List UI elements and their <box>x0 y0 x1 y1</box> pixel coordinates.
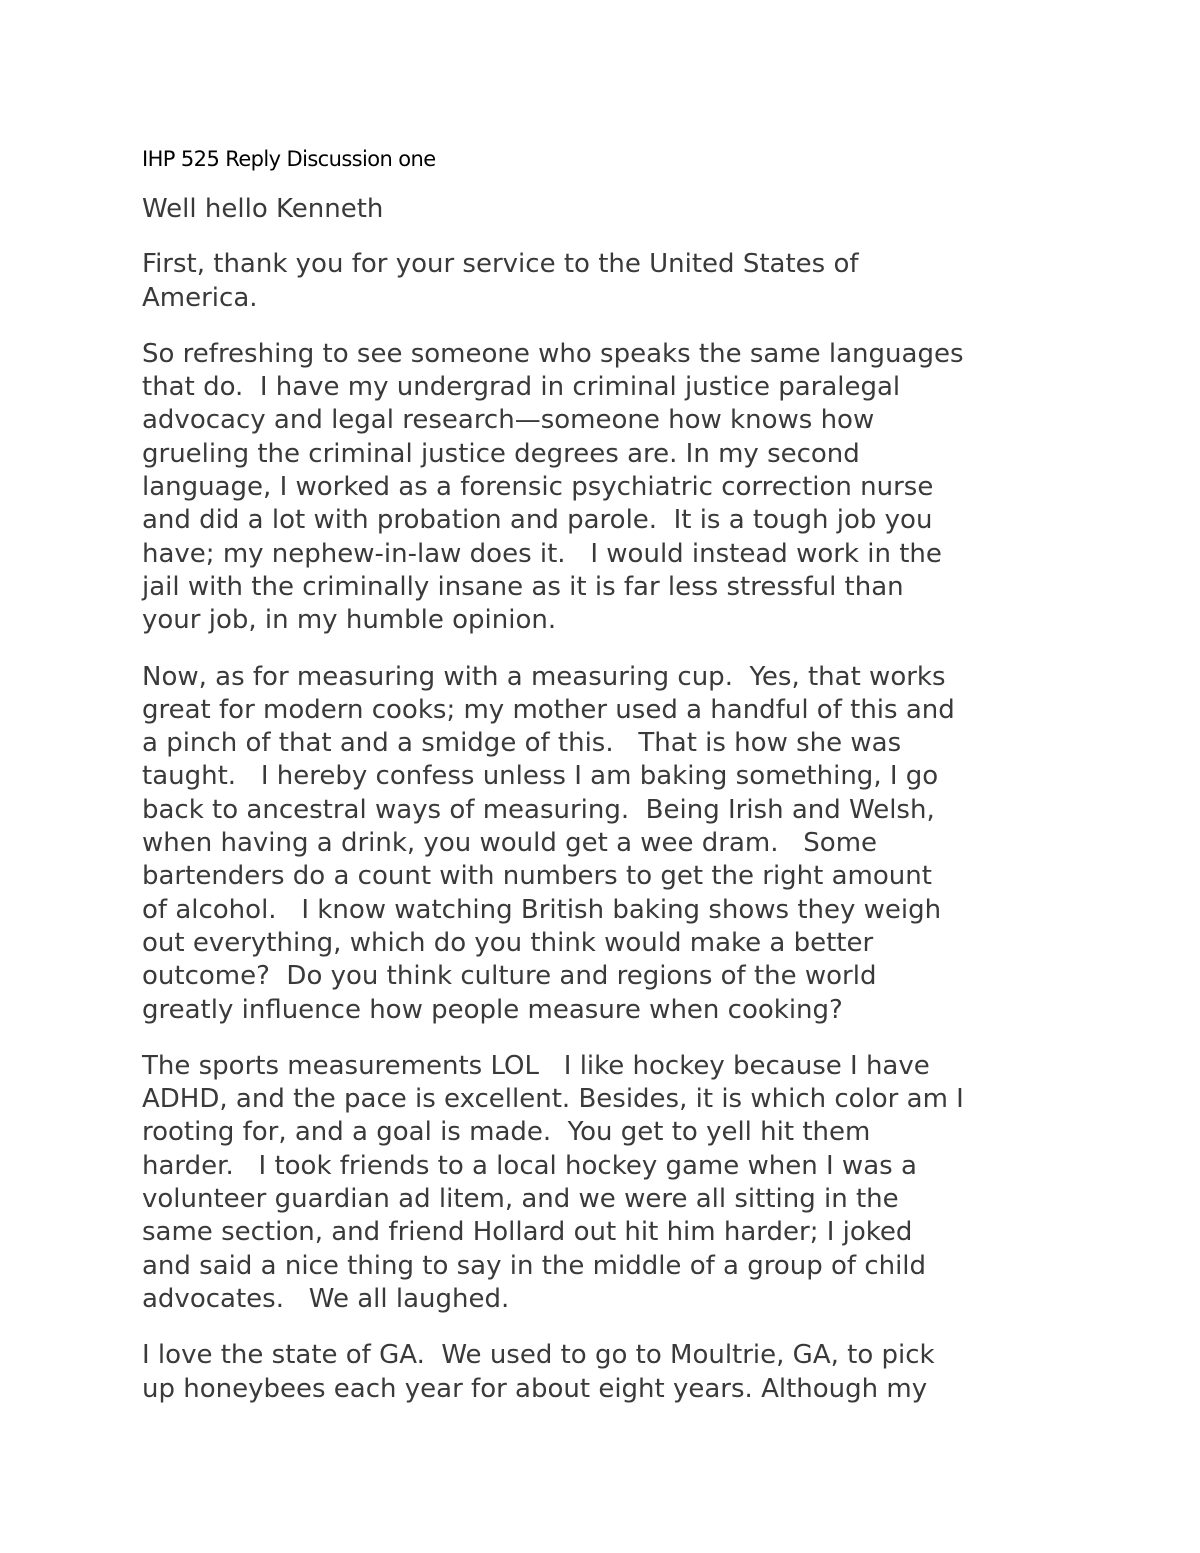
text-line: a pinch of that and a smidge of this. That is how she was <box>142 728 902 759</box>
text-line: and said a nice thing to say in the middle of a group of child <box>142 1250 927 1281</box>
text-line: greatly influence how people measure when cooking? <box>142 994 843 1025</box>
text-line: I love the state of GA. We used to go to Moultrie, GA, to pick <box>142 1340 935 1371</box>
text-line: volunteer guardian ad litem, and we were all sitting in the <box>142 1184 899 1215</box>
text-line: outcome? Do you think culture and regions of the world <box>142 961 877 992</box>
paragraph-sports <box>142 1050 1072 1316</box>
text-line: advocates. We all laughed. <box>142 1283 510 1314</box>
text-line: grueling the criminal justice degrees are. In my second <box>142 438 860 469</box>
text-line: The sports measurements LOL I like hockey because I have <box>142 1050 930 1081</box>
text-line: that do. I have my undergrad in criminal justice paralegal <box>142 372 901 403</box>
text-line: same section, and friend Hollard out hit him harder; I joked <box>142 1217 913 1248</box>
text-line: and did a lot with probation and parole. It is a tough job you <box>142 505 933 536</box>
text-line: harder. I took friends to a local hockey game when I was a <box>142 1150 917 1181</box>
text-line: out everything, which do you think would make a better <box>142 927 874 958</box>
document-title: IHP 525 Reply Discussion one <box>142 147 436 171</box>
greeting-line: Well hello Kenneth <box>142 194 384 224</box>
paragraph-georgia <box>142 1339 1072 1406</box>
paragraph-languages <box>142 338 1072 638</box>
text-line: advocacy and legal research—someone how knows how <box>142 405 875 436</box>
text-line: up honeybees each year for about eight years. Although my <box>142 1373 928 1404</box>
text-line: your job, in my humble opinion. <box>142 605 557 636</box>
text-line: First, thank you for your service to the United States of <box>142 249 859 280</box>
text-line: have; my nephew-in-law does it. I would instead work in the <box>142 538 942 569</box>
text-line: language, I worked as a forensic psychiatric correction nurse <box>142 472 934 503</box>
paragraph-thanks <box>142 248 1072 315</box>
text-line: bartenders do a count with numbers to get the right amount <box>142 861 932 892</box>
text-line: great for modern cooks; my mother used a handful of this and <box>142 694 955 725</box>
text-line: when having a drink, you would get a wee dram. Some <box>142 828 878 859</box>
text-line: So refreshing to see someone who speaks the same languages <box>142 338 964 369</box>
text-line: back to ancestral ways of measuring. Being Irish and Welsh, <box>142 794 935 825</box>
text-line: rooting for, and a goal is made. You get to yell hit them <box>142 1117 871 1148</box>
text-line: taught. I hereby confess unless I am baking something, I go <box>142 761 939 792</box>
text-line: of alcohol. I know watching British baking shows they weigh <box>142 894 942 925</box>
text-line: America. <box>142 282 258 313</box>
text-line: jail with the criminally insane as it is far less stressful than <box>142 571 904 602</box>
greeting-paragraph <box>142 193 1072 226</box>
text-line: Now, as for measuring with a measuring cup. Yes, that works <box>142 661 946 692</box>
text-line: ADHD, and the pace is excellent. Besides, it is which color am I <box>142 1084 964 1115</box>
document-body <box>142 143 1072 1429</box>
paragraph-measuring <box>142 661 1072 1027</box>
